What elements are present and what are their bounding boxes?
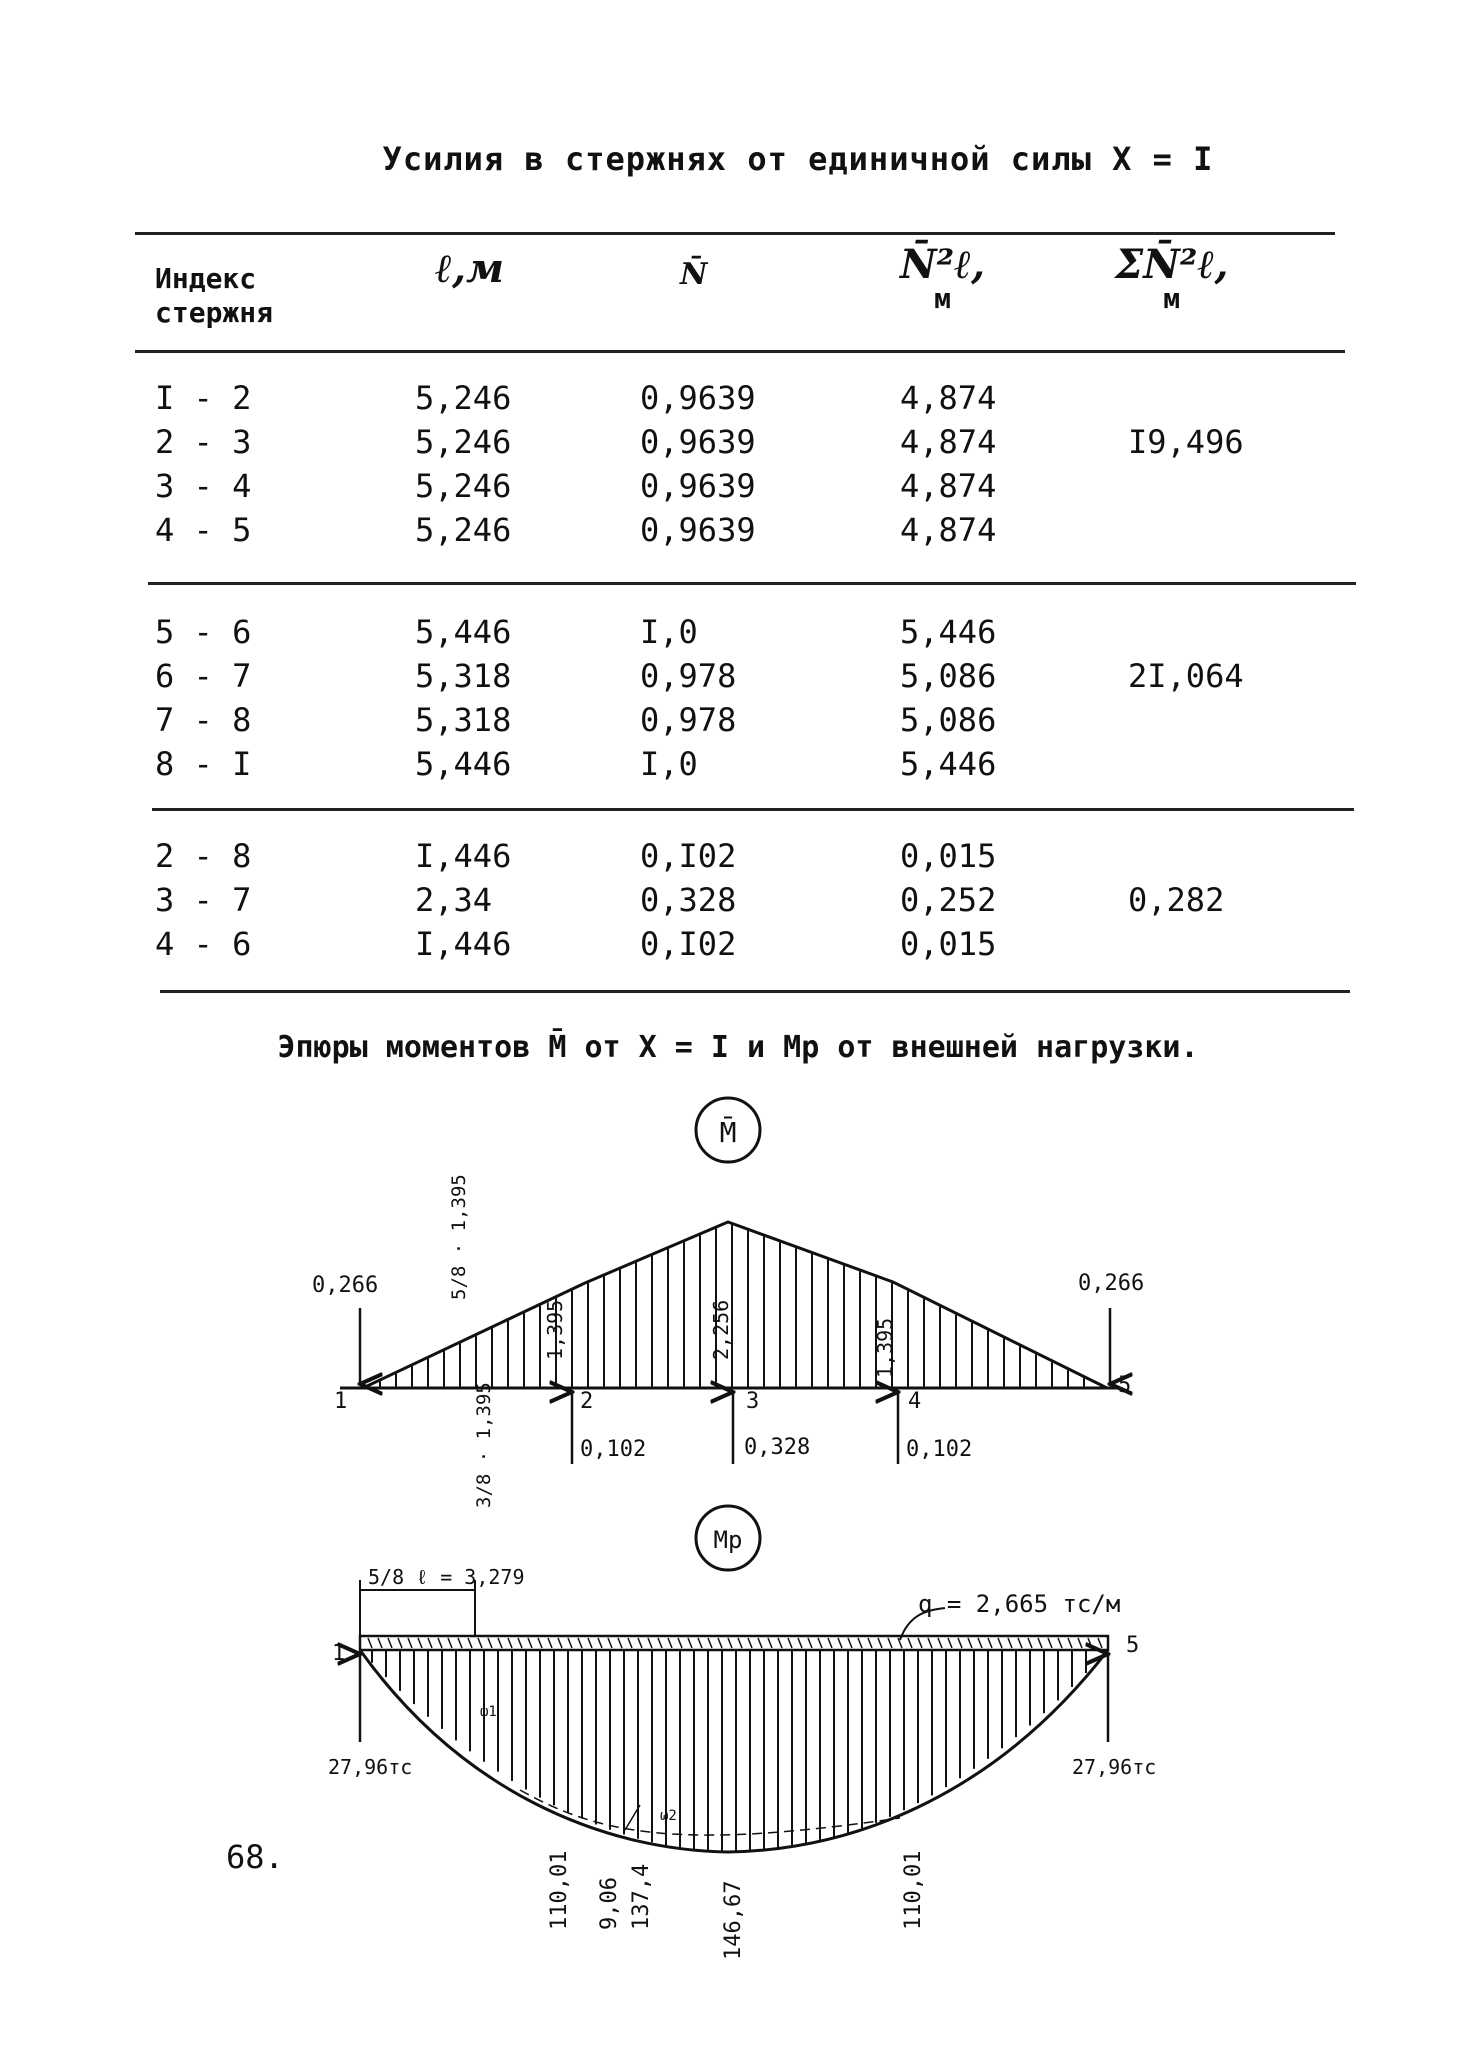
row-idx: I - 2: [155, 379, 252, 417]
mp-load-label: q = 2,665 тс/м: [918, 1590, 1121, 1618]
mp-load-tick: [828, 1638, 832, 1648]
mp-load-tick: [368, 1638, 372, 1648]
mp-node-1: 1: [332, 1641, 346, 1666]
mp-load-tick: [468, 1638, 472, 1648]
mp-load-tick: [958, 1638, 962, 1648]
mp-load-tick: [1098, 1638, 1102, 1648]
mp-load-tick: [588, 1638, 592, 1648]
mp-dashed-chord: [520, 1790, 900, 1835]
page-number: 68.: [226, 1838, 284, 1876]
mp-load-tick: [618, 1638, 622, 1648]
mp-load-tick: [1028, 1638, 1032, 1648]
row-force: 0,978: [640, 657, 737, 695]
mp-node-5: 5: [1126, 1633, 1140, 1658]
row-force-sq: 0,015: [900, 925, 997, 963]
mp-load-tick: [748, 1638, 752, 1648]
mp-load-tick: [388, 1638, 392, 1648]
m-node-4-value: 1,395: [873, 1317, 897, 1378]
header-length: ℓ,м: [435, 245, 505, 292]
mp-value-5: 110,01: [901, 1850, 926, 1930]
row-idx: 7 - 8: [155, 701, 252, 739]
row-force-sq: 5,086: [900, 657, 997, 695]
row-length: 5,446: [415, 745, 512, 783]
mp-load-tick: [1008, 1638, 1012, 1648]
group-sum: 2I,064: [1128, 657, 1244, 695]
m-quarter-bottom-value: 3/8 · 1,395: [473, 1382, 495, 1508]
group-sum: I9,496: [1128, 423, 1244, 461]
row-force-sq: 4,874: [900, 423, 997, 461]
mp-load-tick: [428, 1638, 432, 1648]
mp-load-tick: [378, 1638, 382, 1648]
mp-load-tick: [738, 1638, 742, 1648]
row-force: I,0: [640, 745, 698, 783]
m-node-3-value: 2,256: [709, 1299, 733, 1360]
mp-load-tick: [698, 1638, 702, 1648]
mp-load-tick: [648, 1638, 652, 1648]
row-force: 0,9639: [640, 467, 756, 505]
row-idx: 6 - 7: [155, 657, 252, 695]
mp-load-tick: [608, 1638, 612, 1648]
mp-load-tick: [538, 1638, 542, 1648]
m-strut-4-value: 0,102: [906, 1437, 973, 1462]
header-index-line1: Индекс: [155, 262, 257, 295]
row-length: 5,318: [415, 701, 512, 739]
row-length: 5,246: [415, 423, 512, 461]
row-force-sq: 4,874: [900, 379, 997, 417]
row-force-sq: 4,874: [900, 511, 997, 549]
m-node-2-value: 1,395: [543, 1299, 567, 1360]
mp-load-tick: [718, 1638, 722, 1648]
mp-load-diagram: [328, 1506, 1156, 1960]
mp-load-tick: [858, 1638, 862, 1648]
mp-load-tick: [988, 1638, 992, 1648]
mp-dimension: 5/8 ℓ = 3,279: [368, 1565, 525, 1589]
row-idx: 4 - 6: [155, 925, 252, 963]
row-idx: 4 - 5: [155, 511, 252, 549]
row-force: 0,328: [640, 881, 737, 919]
mp-load-tick: [1038, 1638, 1042, 1648]
row-force-sq: 5,446: [900, 613, 997, 651]
mp-load-tick: [548, 1638, 552, 1648]
mp-load-tick: [818, 1638, 822, 1648]
mp-load-tick: [878, 1638, 882, 1648]
row-length: I,446: [415, 925, 512, 963]
row-force-sq: 5,086: [900, 701, 997, 739]
mp-omega-1: ω1: [480, 1704, 497, 1720]
mp-load-tick: [558, 1638, 562, 1648]
mp-load-tick: [1018, 1638, 1022, 1648]
mp-load-tick: [848, 1638, 852, 1648]
mp-load-tick: [628, 1638, 632, 1648]
mp-load-tick: [678, 1638, 682, 1648]
row-force: 0,9639: [640, 379, 756, 417]
row-force: 0,9639: [640, 511, 756, 549]
row-length: 5,446: [415, 613, 512, 651]
mp-load-tick: [938, 1638, 942, 1648]
mp-load-tick: [578, 1638, 582, 1648]
mp-load-tick: [398, 1638, 402, 1648]
row-length: 2,34: [415, 881, 493, 919]
header-sum-line1: ΣN̄²ℓ,: [1115, 241, 1229, 288]
header-force: N̄: [680, 257, 708, 292]
mp-load-tick: [478, 1638, 482, 1648]
row-force: 0,I02: [640, 837, 737, 875]
mp-load-tick: [728, 1638, 732, 1648]
header-sum-line2: м: [1163, 282, 1181, 315]
m-node-5: 5: [1118, 1373, 1132, 1398]
mp-load-tick: [768, 1638, 772, 1648]
mp-load-tick: [788, 1638, 792, 1648]
m-left-reaction: 0,266: [312, 1273, 379, 1298]
row-idx: 3 - 7: [155, 881, 252, 919]
mp-load-tick: [868, 1638, 872, 1648]
header-index-line2: стержня: [155, 296, 274, 329]
mp-load-tick: [488, 1638, 492, 1648]
row-length: 5,246: [415, 379, 512, 417]
mp-omega-2: ω2: [660, 1808, 677, 1824]
mp-load-tick: [1048, 1638, 1052, 1648]
mp-circle-label: Mp: [713, 1526, 743, 1554]
mp-load-tick: [668, 1638, 672, 1648]
m-node-1: 1: [334, 1389, 348, 1414]
mp-load-tick: [798, 1638, 802, 1648]
row-idx: 2 - 3: [155, 423, 252, 461]
row-length: 5,246: [415, 511, 512, 549]
mp-load-tick: [948, 1638, 952, 1648]
mp-load-tick: [568, 1638, 572, 1648]
row-idx: 5 - 6: [155, 613, 252, 651]
row-force-sq: 0,252: [900, 881, 997, 919]
mp-load-tick: [908, 1638, 912, 1648]
mp-load-ticks: [368, 1638, 1102, 1648]
mp-right-reaction: 27,96тс: [1072, 1755, 1157, 1779]
mp-load-tick: [638, 1638, 642, 1648]
mp-load-tick: [418, 1638, 422, 1648]
mp-load-tick: [498, 1638, 502, 1648]
mp-load-tick: [998, 1638, 1002, 1648]
row-length: I,446: [415, 837, 512, 875]
m-node-4: 4: [908, 1389, 922, 1414]
header-force-sq-line2: м: [934, 282, 951, 315]
row-force: I,0: [640, 613, 698, 651]
mp-value-1: 110,01: [547, 1850, 572, 1930]
mp-parabola: [360, 1650, 1108, 1852]
mp-load-tick: [968, 1638, 972, 1648]
mp-value-3: 137,4: [629, 1863, 654, 1930]
mp-load-tick: [408, 1638, 412, 1648]
mp-load-tick: [438, 1638, 442, 1648]
row-force: 0,9639: [640, 423, 756, 461]
mp-value-4: 146,67: [721, 1880, 746, 1960]
m-epure-outline: [363, 1222, 1107, 1388]
mp-load-tick: [838, 1638, 842, 1648]
mp-load-tick: [508, 1638, 512, 1648]
m-bar-diagram: [312, 1098, 1144, 1508]
mp-load-tick: [808, 1638, 812, 1648]
m-right-reaction: 0,266: [1078, 1271, 1145, 1296]
mp-load-tick: [458, 1638, 462, 1648]
row-length: 5,318: [415, 657, 512, 695]
row-force-sq: 0,015: [900, 837, 997, 875]
mp-value-2: 9,06: [597, 1877, 622, 1930]
row-idx: 2 - 8: [155, 837, 252, 875]
diagrams-caption: Эпюры моментов M̄ от X = I и Mp от внешней нагрузки.: [277, 1030, 1199, 1065]
mp-load-tick: [918, 1638, 922, 1648]
m-circle-label: M̄: [719, 1116, 737, 1149]
mp-load-tick: [1058, 1638, 1062, 1648]
mp-load-tick: [1078, 1638, 1082, 1648]
m-node-2: 2: [580, 1389, 594, 1414]
row-idx: 3 - 4: [155, 467, 252, 505]
mp-left-reaction: 27,96тс: [328, 1755, 413, 1779]
row-force: 0,978: [640, 701, 737, 739]
mp-load-tick: [888, 1638, 892, 1648]
table-title: Усилия в стержнях от единичной силы X = I: [382, 140, 1214, 178]
row-force-sq: 5,446: [900, 745, 997, 783]
row-force: 0,I02: [640, 925, 737, 963]
mp-load-tick: [448, 1638, 452, 1648]
mp-load-tick: [978, 1638, 982, 1648]
mp-load-tick: [708, 1638, 712, 1648]
m-strut-2-value: 0,102: [580, 1437, 647, 1462]
mp-load-tick: [778, 1638, 782, 1648]
mp-load-tick: [928, 1638, 932, 1648]
row-idx: 8 - I: [155, 745, 252, 783]
group-sum: 0,282: [1128, 881, 1225, 919]
mp-load-tick: [528, 1638, 532, 1648]
mp-load-tick: [1068, 1638, 1072, 1648]
header-force-sq-line1: N̄²ℓ,: [900, 241, 986, 288]
row-length: 5,246: [415, 467, 512, 505]
m-strut-3-value: 0,328: [744, 1435, 811, 1460]
mp-load-tick: [518, 1638, 522, 1648]
mp-load-tick: [1088, 1638, 1092, 1648]
mp-load-tick: [758, 1638, 762, 1648]
m-quarter-top-value: 5/8 · 1,395: [448, 1174, 470, 1300]
mp-epure-hatching: [372, 1650, 1086, 1852]
row-force-sq: 4,874: [900, 467, 997, 505]
mp-load-tick: [688, 1638, 692, 1648]
mp-load-tick: [598, 1638, 602, 1648]
m-node-3: 3: [746, 1389, 760, 1414]
mp-load-tick: [658, 1638, 662, 1648]
